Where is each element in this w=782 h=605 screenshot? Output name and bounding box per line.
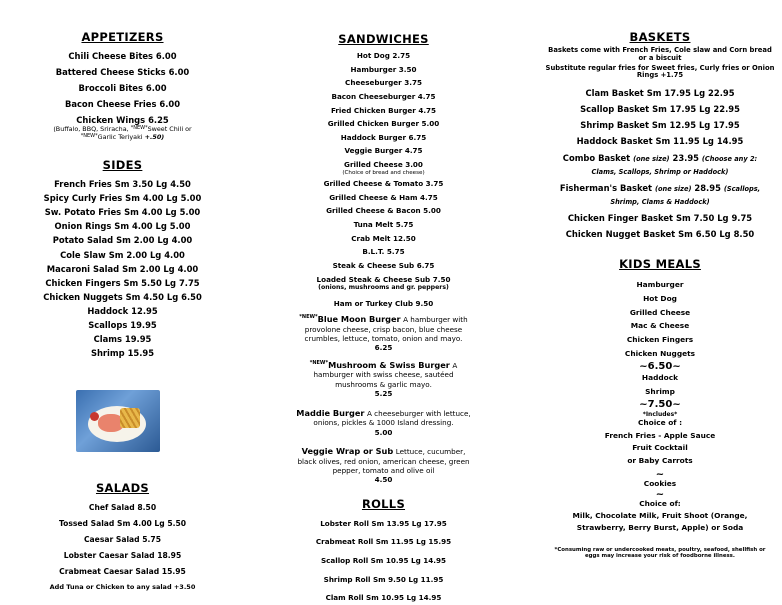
menu-item: Hot Dog 2.75 xyxy=(356,51,411,60)
menu-item: Cheeseburger 3.75 xyxy=(345,78,422,88)
sandwiches-list xyxy=(296,52,471,309)
menu-item: Chef Salad 8.50 xyxy=(88,503,157,512)
sauce-cup-shape xyxy=(90,412,99,421)
rolls-list xyxy=(296,520,471,603)
menu-item: Scallop Basket Sm 17.95 Lg 22.95 xyxy=(580,104,740,115)
left-column xyxy=(40,0,205,358)
sides-heading: SIDES xyxy=(102,158,143,173)
salads-list xyxy=(40,503,205,591)
menu-item: Lobster Roll Sm 13.95 Lg 17.95 xyxy=(320,518,447,528)
salad-addon: Add Tuna or Chicken to any salad +3.50 xyxy=(49,582,196,591)
kids-tilde: ~ xyxy=(655,489,665,501)
menu-item: Crabmeat Roll Sm 11.95 Lg 15.95 xyxy=(315,537,452,547)
menu-item: Tossed Salad Sm 4.00 Lg 5.50 xyxy=(58,519,187,529)
kids-item: Mac & Cheese xyxy=(630,321,690,331)
maddie-burger-item: Maddie Burger A cheeseburger with lettuce, onions, pickles & 1000 Island dressing. 5.00 xyxy=(296,407,471,437)
menu-item: Onion Rings Sm 4.00 Lg 5.00 xyxy=(54,221,191,232)
menu-item: Clam Roll Sm 10.95 Lg 14.95 xyxy=(325,593,442,603)
kids-price-1: ~6.50~ xyxy=(639,361,681,373)
menu-item: Bacon Cheese Fries 6.00 xyxy=(64,99,181,110)
loaded-sub-note: (onions, mushrooms and gr. peppers) xyxy=(318,284,449,292)
combo-basket: Combo Basket (one size) 23.95 (Choose any 2: Clams, Scallops, Shrimp or Haddock) xyxy=(562,152,758,176)
menu-item: Clam Basket Sm 17.95 Lg 22.95 xyxy=(585,88,735,99)
menu-item: Bacon Cheeseburger 4.75 xyxy=(331,91,436,101)
kids-item: Shrimp xyxy=(645,386,675,396)
kids-drinks: Milk, Chocolate Milk, Fruit Shoot (Orange, xyxy=(572,510,748,520)
kids-heading: KIDS MEALS xyxy=(619,256,701,271)
menu-item: Caesar Salad 5.75 xyxy=(83,535,162,545)
menu-item: Chicken Nugget Basket Sm 6.50 Lg 8.50 xyxy=(565,228,755,239)
kids-choice-label: Choice of : xyxy=(637,417,683,427)
baskets-note-1: Baskets come with French Fries, Cole slaw and Corn bread or a biscuit xyxy=(548,46,772,62)
kids-item: Chicken Nuggets xyxy=(624,349,696,359)
baskets-list xyxy=(544,88,776,239)
middle-column xyxy=(296,0,471,603)
food-photo xyxy=(76,390,160,452)
mushroom-swiss-item: $^{*NEW*}$Mushroom & Swiss Burger A hamburger with swiss cheese, sautéed mushrooms & garlic mayo. 5.25 xyxy=(309,359,458,399)
sides-list xyxy=(40,179,205,358)
wings-note: (Buffalo, BBQ, Sriracha, $^{*NEW*}$Sweet Chili or $^{*NEW*}$Garlic Teriyaki +.50) xyxy=(53,125,192,141)
menu-item: Chicken Finger Basket Sm 7.50 Lg 9.75 xyxy=(567,212,753,223)
menu-item: Ham or Turkey Club 9.50 xyxy=(333,299,434,309)
menu-item: Chicken Wings 6.25 xyxy=(76,115,169,126)
kids-drinks-label: Choice of: xyxy=(639,499,681,509)
menu-item: Shrimp Roll Sm 9.50 Lg 11.95 xyxy=(323,574,444,584)
menu-item: B.L.T. 5.75 xyxy=(362,247,405,257)
menu-item: Grilled Cheese 3.00 xyxy=(344,160,423,170)
menu-item: Potato Salad Sm 2.00 Lg 4.00 xyxy=(52,235,193,246)
menu-item: Tuna Melt 5.75 xyxy=(353,220,414,230)
menu-item: Battered Cheese Sticks 6.00 xyxy=(55,67,190,78)
kids-list xyxy=(544,281,776,533)
kids-cookies: Cookies xyxy=(643,479,677,489)
menu-item: Clams 19.95 xyxy=(93,333,152,344)
kids-choice: French Fries - Apple Sauce xyxy=(604,430,716,440)
menu-item: Crabmeat Caesar Salad 15.95 xyxy=(59,567,186,577)
salads-section xyxy=(40,481,205,591)
sandwiches-heading: SANDWICHES xyxy=(338,32,429,46)
menu-item: Hamburger 3.50 xyxy=(350,64,417,74)
menu-item: Grilled Cheese & Bacon 5.00 xyxy=(326,206,441,216)
menu-item: Cole Slaw Sm 2.00 Lg 4.00 xyxy=(60,249,185,260)
appetizers-heading: APPETIZERS xyxy=(81,30,164,44)
menu-item: Steak & Cheese Sub 6.75 xyxy=(332,261,435,271)
kids-item: Grilled Cheese xyxy=(629,307,691,317)
disclaimer: *Consuming raw or undercooked meats, poultry, seafood, shellfish or eggs may increase your risk of foodborne illness. xyxy=(554,546,766,560)
right-column xyxy=(544,0,776,560)
baskets-heading: BASKETS xyxy=(629,30,691,44)
menu-item: Veggie Burger 4.75 xyxy=(344,146,423,156)
rolls-heading: ROLLS xyxy=(361,496,406,511)
specialty-burgers xyxy=(296,314,471,485)
salads-heading: SALADS xyxy=(95,481,150,495)
kids-item: Chicken Fingers xyxy=(626,335,694,345)
baskets-note-2: Substitute regular fries for Sweet fries, Curly fries or Onion Rings +1.75 xyxy=(545,63,775,80)
menu-item: Shrimp Basket Sm 12.95 Lg 17.95 xyxy=(580,120,740,131)
appetizers-list xyxy=(40,51,205,125)
menu-item: Broccoli Bites 6.00 xyxy=(78,83,167,94)
menu-item: Macaroni Salad Sm 2.00 Lg 4.00 xyxy=(46,263,199,274)
kids-choice: or Baby Carrots xyxy=(627,456,693,466)
kids-item: Hamburger xyxy=(636,279,684,289)
menu-item: Grilled Chicken Burger 5.00 xyxy=(327,119,440,129)
kids-item: Hot Dog xyxy=(643,293,677,303)
kids-drinks: Strawberry, Berry Burst, Apple) or Soda xyxy=(576,522,744,532)
menu-item: Shrimp 15.95 xyxy=(90,348,155,359)
fries-shape xyxy=(120,408,140,428)
kids-tilde: ~ xyxy=(655,469,665,481)
menu-item: Lobster Caesar Salad 18.95 xyxy=(63,551,182,561)
menu-item: Scallop Roll Sm 10.95 Lg 14.95 xyxy=(320,555,447,565)
kids-price-2: ~7.50~ xyxy=(639,398,681,410)
menu-item: Scallops 19.95 xyxy=(88,319,157,330)
veggie-wrap-item: Veggie Wrap or Sub Lettuce, cucumber, black olives, red onion, american cheese, green pepper, tomato and olive oil 4.50 xyxy=(297,445,470,485)
blue-moon-item: $^{*NEW*}$Blue Moon Burger A hamburger with provolone cheese, crisp bacon, blue cheese crumbles, lettuce, tomato, onion and mayo. 6.25 xyxy=(299,314,468,353)
menu-item: Grilled Cheese & Tomato 3.75 xyxy=(323,179,444,189)
kids-item: Haddock xyxy=(641,373,679,383)
menu-item: Haddock 12.95 xyxy=(87,305,158,316)
menu-item: Grilled Cheese & Ham 4.75 xyxy=(329,192,438,202)
fishermans-basket: Fisherman's Basket (one size) 28.95 (Scallops, Shrimp, Clams & Haddock) xyxy=(559,182,761,206)
menu-item: Chicken Fingers Sm 5.50 Lg 7.75 xyxy=(45,277,200,288)
menu-item: Haddock Basket Sm 11.95 Lg 14.95 xyxy=(576,136,744,147)
menu-item: Loaded Steak & Cheese Sub 7.50 xyxy=(316,274,451,284)
menu-item: Chili Cheese Bites 6.00 xyxy=(68,51,177,61)
menu-item: French Fries Sm 3.50 Lg 4.50 xyxy=(54,179,191,190)
kids-choice: Fruit Cocktail xyxy=(632,443,688,453)
kids-includes: *Includes* xyxy=(642,410,678,418)
menu-item: Chicken Nuggets Sm 4.50 Lg 6.50 xyxy=(43,291,202,302)
menu-item: Haddock Burger 6.75 xyxy=(340,132,427,142)
grilled-cheese-note: (Choice of bread and cheese) xyxy=(342,169,425,176)
menu-item: Crab Melt 12.50 xyxy=(351,233,416,243)
menu-item: Spicy Curly Fries Sm 4.00 Lg 5.00 xyxy=(43,193,202,204)
menu-item: Sw. Potato Fries Sm 4.00 Lg 5.00 xyxy=(44,207,201,218)
menu-item: Fried Chicken Burger 4.75 xyxy=(330,105,437,115)
